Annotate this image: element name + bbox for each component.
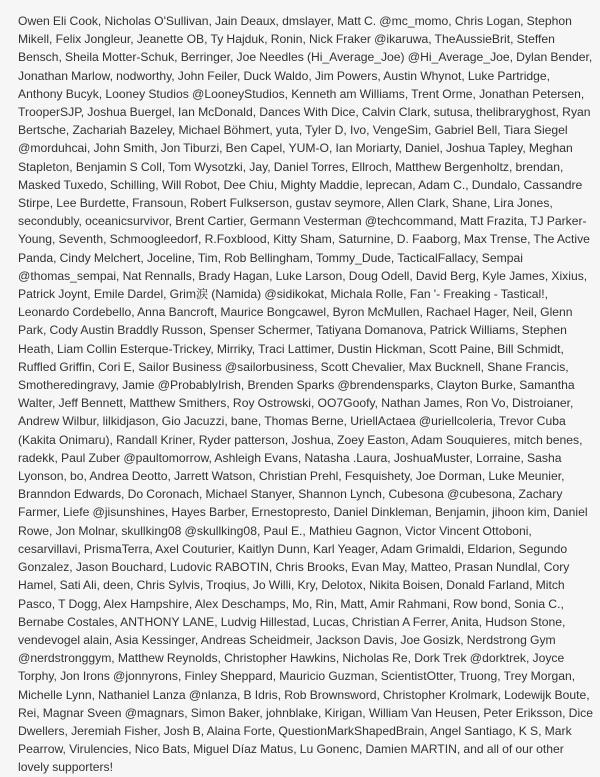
supporters-list-text: Owen Eli Cook, Nicholas O'Sullivan, Jain Deaux, dmslayer, Matt C. @mc_momo, Chris Logan, Stephon Mikell, Felix Jongleur, Jeanette OB, Ty Hajduk, Ronin, Nick Fraker @ikaruwa, TheAussieBrit, Steffen Bensch, Sheila Motter-Schuk, Berringer, Joe Needles (Hi_Average_Joe) @Hi_Average_Joe, Dylan Bender, Jonathan Marlow, nodworthy, John Feiler, Duck Waldo, Jim Powers, Austin Whynot, Luke Partridge, Anthony Bucyk, Looney Studios @LooneyStudios, Kenneth am Williams, Trent Orme, Jonathan Petersen, TrooperSJP, Joshua Buergel, Ian McDonald, Dances With Dice, Calvin Clark, sutusa, thelibraryghost, Ryan Bertsche, Zachariah Bazeley, Michael Böhmert, yuta, Tyler D, Ivo, VengeSim, Gabriel Bell, Tiara Siegel @morduhcai, John Smith, Jon Tiburzi, Ben Capel, YUM-O, Ian Moriarty, Daniel, Joshua Tapley, Meghan Stapleton, Benjamin S Coll, Tom Wysotzki, Jay, Daniel Torres, Ellroch, Matthew Bergenholtz, brendan, Masked Tuxedo, Schilling, Will Robot, Dee Chiu, Mighty Maddie, leprecan, Adam C., Dundalo, Cassandre Stirpe, Lee Burdette, Fransoun, Robert Fulkserson, gustav seymore, Allen Clark, Shane, Lira Jones, secondubly, oceanicsurvivor, Brent Cartier, Germann Vesterman @techcommand, Matt Frazita, TJ Parker-Young, Seventh, Schmoogleedorf, R.Foxblood, Kitty Sham, Saturnine, D. Faaborg, Max Trense, The Active Panda, Cindy Melchert, Joceline, Tim, Rob Bellingham, Tommy_Dude, TacticalFallacy, Sempai @thomas_sempai, Nat Rennalls, Brady Hagan, Luke Larson, Doug Odell, David Berg, Kyle James, Xixius, Patrick Joynt, Emile Dardel, Grim涙 (Namida) @sidikokat, Michala Rolle, Fan '- Freaking - Tastical!, Leonardo Cordebello, Anna Bancroft, Maurice Bongcawel, Byron McMullen, Rachael Hager, Neil, Glenn Park, Cody Austin Braddly Russon, Spenser Schermer, Tatiyana Domanova, Patrick Williams, Stephen Heath, Liam Collin Esterque-Trickey, Mirriky, Traci Lattimer, Dustin Hickman, Scott Paine, Bill Schmidt, Ruffled Griffin, Cori E, Sailor Business @sailorbusiness, Scott Chevalier, Max Bucknell, Shane Francis, Smotheredingravy, Jamie @ProbablyIrish, Brenden Sparks @brendensparks, Clayton Burke, Samantha Walter, Jeff Bennett, Matthew Smithers, Roy Ostrowski, OO7Goofy, Nathan James, Ron Vo, Distroianer, Andrew Wilbur, lilkidjason, Gio Jacuzzi, bane, Thomas Berne, UriellActaea @uriellcoleria, Trevor Cuba (Kakita Onimaru), Randall Kriner, Ryder patterson, Joshua, Zoey Easton, Adam Souquieres, mitch benes, radekk, Paul Zuber @paultomorrow, Ashleigh Evans, Natasha .Laura, JoshuaMuster, Lorraine, Sasha Lyonson, bo, Andrea Deotto, Jarrett Watson, Christian Prehl, Fesquishety, Joe Dorman, Luke Meunier, Branndon Edwards, Do Coronach, Michael Stanyer, Shannon Lynch, Cubesona @cubesona, Zachary Farmer, Liefe @jisunshines, Hayes Barber, Ernestopresto, Daniel Dinkleman, Benjamin, jihoon kim, Daniel Rowe, Jon Molnar, skullking08 @skullking08, Paul E., Mathieu Gagnon, Victor Vincent Ottoboni, cesarvillavi, PrismaTerra, Axel Couturier, Kaitlyn Dunn, Karl Yeager, Adam Grimaldi, Eldarion, Segundo Gonzalez, Jason Bouchard, Ludovic RABOTIN, Chris Brooks, Evan May, Matteo, Prasan Nundlal, Cory Hamel, Sati Ali, deen, Chris Sylvis, Troqius, Jo Willi, Kry, Delotox, Nikita Boisen, Donald Farland, Mitch Pasco, T Dogg, Alex Hampshire, Alex Deschamps, Mo, Rin, Matt, Amir Rahmani, Row bond, Sonia C., Bernabe Costales, ANTHONY LANE, Ludvig Hillestad, Lucas, Christian A Ferrer, Anita, Hudson Stone, vendevogel alain, Asia Kessinger, Andreas Scheidmeir, Jackson Davis, Joe Gosizk, Nerdstrong Gym @nerdstronggym, Matthew Reynolds, Christopher Hawkins, Nicholas Re, Dork Trek @dorktrek, Joyce Torphy, Jon Irons @jonnyrons, Finley Sheppard, Mauricio Guzman, ScientistOtter, Truong, Trey Morgan, Michelle Lynn, Nathaniel Lanza @nlanza, B Idris, Rob Brownsword, Christopher Krolmark, Lodewijk Boute, Rei, Magnar Sveen @magnars, Simon Baker, johnblake, Kirigan, William Van Heusen, Peter Eriksson, Dice Dwellers, Jeremiah Fisher, Josh B, Alaina Forte, QuestionMarkShapedBrain, Angel Santiago, K S, Mark Pearrow, Virulencies, Nico Bats, Miguel Díaz Matus, Lu Gonenc, Damien MARTIN, and all of our other lovely supporters!: [18, 14, 593, 775]
